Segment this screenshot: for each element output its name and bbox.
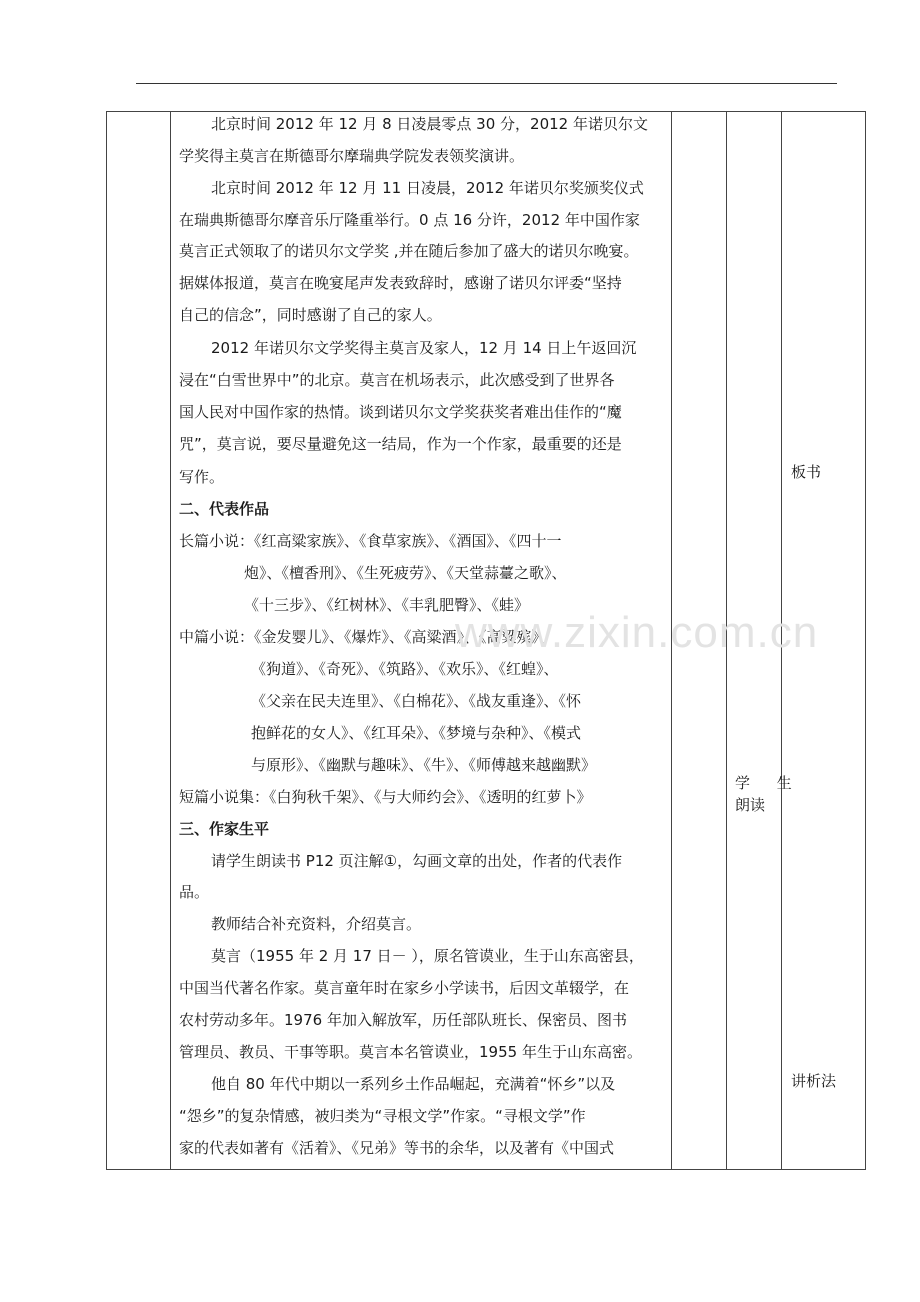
student-activity-line: 朗读: [735, 796, 766, 814]
works-line: 《十三步》、《红树林》、《丰乳肥臀》、《蛙》: [244, 596, 530, 614]
student-activity-line: 学 生: [735, 774, 803, 792]
paragraph-line: 家的代表如著有《活着》、《兄弟》等书的余华，以及著有《中国式: [179, 1139, 615, 1157]
paragraph-line: 国人民对中国作家的热情。谈到诺贝尔文学奖获奖者难出佳作的“魔: [179, 403, 622, 421]
paragraph-line: 学奖得主莫言在斯德哥尔摩瑞典学院发表领奖演讲。: [179, 147, 525, 165]
paragraph-line: 莫言正式领取了的诺贝尔文学奖 ,并在随后参加了盛大的诺贝尔晚宴。: [179, 242, 639, 260]
works-line: 抱鲜花的女人》、《红耳朵》、《梦境与杂种》、《模式: [251, 724, 582, 742]
paragraph-line: 北京时间 2012 年 12 月 11 日凌晨，2012 年诺贝尔奖颁奖仪式: [211, 179, 644, 197]
works-line: 短篇小说集：《白狗秋千架》、《与大师约会》、《透明的红萝卜》: [179, 788, 592, 806]
step-column: [107, 112, 171, 1170]
paragraph-line: 农村劳动多年。1976 年加入解放军，历任部队班长、保密员、图书: [179, 1011, 627, 1029]
section-heading: 二、代表作品: [179, 500, 270, 518]
paragraph-line: 中国当代著名作家。莫言童年时在家乡小学读书，后因文革辍学，在: [179, 979, 630, 997]
method-board: 板书: [791, 463, 822, 481]
paragraph-line: 浸在“白雪世界中”的北京。莫言在机场表示，此次感受到了世界各: [179, 371, 615, 389]
works-line: 中篇小说：《金发婴儿》、《爆炸》、《高粱酒》、《高粱殡》、: [179, 628, 555, 646]
paragraph-line: 莫言（1955 年 2 月 17 日－ ），原名管谟业，生于山东高密县，: [211, 947, 644, 965]
paragraph-line: “怨乡”的复杂情感，被归类为“寻根文学”作家。“寻根文学”作: [179, 1107, 586, 1125]
paragraph-line: 2012 年诺贝尔文学奖得主莫言及家人，12 月 14 日上午返回沉: [211, 339, 637, 357]
paragraph-line: 写作。: [179, 468, 225, 486]
works-line: 《狗道》、《奇死》、《筑路》、《欢乐》、《红蝗》、: [251, 660, 559, 678]
method-explain: 讲析法: [791, 1072, 837, 1090]
paragraph-line: 据媒体报道，莫言在晚宴尾声发表致辞时，感谢了诺贝尔评委“坚持: [179, 274, 622, 292]
paragraph-line: 教师结合补充资料，介绍莫言。: [211, 915, 422, 933]
paragraph-line: 咒”，莫言说，要尽量避免这一结局，作为一个作家，最重要的还是: [179, 435, 622, 453]
section-heading: 三、作家生平: [179, 820, 270, 838]
paragraph-line: 在瑞典斯德哥尔摩音乐厅隆重举行。0 点 16 分许，2012 年中国作家: [179, 211, 640, 229]
paragraph-line: 自己的信念”，同时感谢了自己的家人。: [179, 306, 442, 324]
paragraph-line: 他自 80 年代中期以一系列乡土作品崛起，充满着“怀乡”以及: [211, 1075, 616, 1093]
header-rule: [136, 83, 837, 84]
paragraph-line: 管理员、教员、干事等职。莫言本名管谟业，1955 年生于山东高密。: [179, 1043, 642, 1061]
works-line: 与原形》、《幽默与趣味》、《牛》、《师傅越来越幽默》: [251, 756, 597, 774]
watermark: www.zixin.com.cn: [455, 608, 819, 657]
works-line: 《父亲在民夫连里》、《白棉花》、《战友重逢》、《怀: [251, 692, 582, 710]
works-line: 长篇小说：《红高粱家族》、《食草家族》、《酒国》、《四十一: [179, 532, 562, 550]
paragraph-line: 请学生朗读书 P12 页注解①，勾画文章的出处，作者的代表作: [211, 852, 623, 870]
paragraph-line: 北京时间 2012 年 12 月 8 日凌晨零点 30 分，2012 年诺贝尔文: [211, 115, 648, 133]
works-line: 炮》、《檀香刑》、《生死疲劳》、《天堂蒜薹之歌》、: [244, 564, 567, 582]
paragraph-line: 品。: [179, 883, 210, 901]
